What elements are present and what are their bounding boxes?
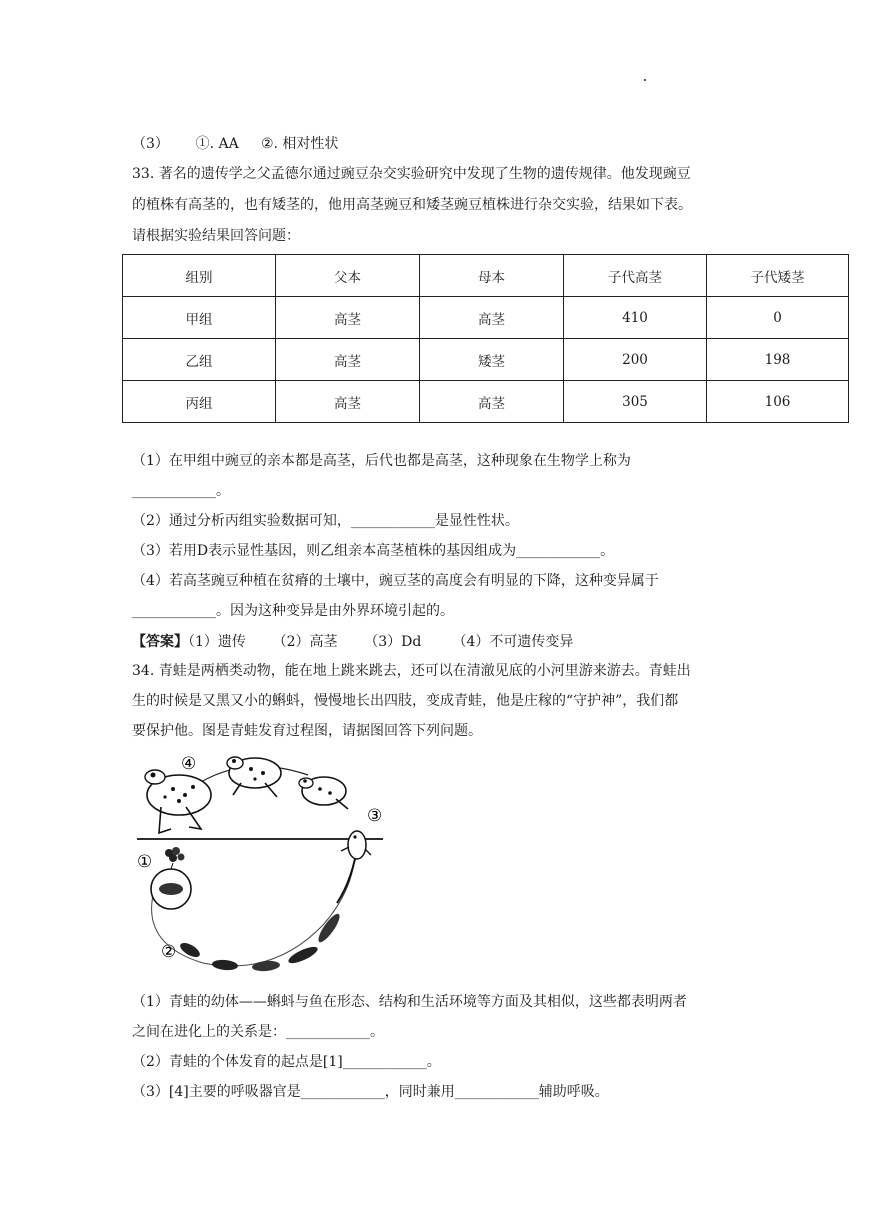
- table-cell: 高茎: [276, 297, 420, 339]
- q34-question-1: （1）青蛙的幼体——蝌蚪与鱼在形态、结构和生活环境等方面及其相似，这些都表明两者: [132, 994, 687, 1010]
- q34-question-2: （2）青蛙的个体发育的起点是[1]____________。: [132, 1054, 441, 1070]
- table-cell: 高茎: [276, 339, 420, 381]
- table-cell: 高茎: [276, 381, 420, 423]
- q33-question-4: （4）若高茎豌豆种植在贫瘠的土壤中，豌豆茎的高度会有明显的下降，这种变异属于: [132, 573, 659, 589]
- answer-text: （1）遗传 （2）高茎 （3）Dd （4）不可遗传变异: [188, 634, 574, 650]
- q34-stem-line-3: 要保护他。图是青蛙发育过程图，请据图回答下列问题。: [132, 723, 482, 739]
- figure-label-1: ①: [137, 852, 153, 872]
- table-cell: 甲组: [123, 297, 276, 339]
- table-cell: 乙组: [123, 339, 276, 381]
- frog-development-diagram: [133, 745, 393, 980]
- table-cell: 0: [707, 297, 849, 339]
- header-mother: 母本: [420, 255, 564, 297]
- q33-question-2: （2）通过分析丙组实验数据可知，____________是显性性状。: [132, 513, 519, 529]
- header-offspring-tall: 子代高茎: [564, 255, 707, 297]
- q33-stem-line-2: 的植株有高茎的，也有矮茎的，他用高茎豌豆和矮茎豌豆植株进行杂交实验，结果如下表。: [132, 197, 692, 213]
- q34-question-1-cont: 之间在进化上的关系是：____________。: [132, 1024, 384, 1040]
- table-cell: 200: [564, 339, 707, 381]
- frog-eggs-icon: [165, 847, 185, 862]
- q34-question-3: （3）[4]主要的呼吸器官是____________，同时兼用____________辅助呼吸。: [132, 1084, 609, 1100]
- table-cell: 丙组: [123, 381, 276, 423]
- adult-frog-icon: [145, 770, 211, 833]
- header-offspring-short: 子代矮茎: [707, 255, 849, 297]
- q33-question-1-blank: ____________。: [132, 483, 230, 499]
- header-father: 父本: [276, 255, 420, 297]
- q33-stem-line-3: 请根据实验结果回答问题：: [132, 228, 300, 244]
- froglet-with-tail-icon: [337, 831, 371, 903]
- q33-stem-line-1: 33. 著名的遗传学之父孟德尔通过豌豆杂交实验研究中发现了生物的遗传规律。他发现豌豆: [132, 166, 691, 182]
- q33-question-3: （3）若用D表示显性基因，则乙组亲本高茎植株的基因组成为____________。: [132, 543, 615, 559]
- q33-question-4-cont: ____________。因为这种变异是由外界环境引起的。: [132, 603, 454, 619]
- magnified-egg-icon: [151, 863, 191, 909]
- header-group: 组别: [123, 255, 276, 297]
- table-cell: 高茎: [420, 297, 564, 339]
- pea-cross-table: [122, 254, 849, 423]
- frog-cycle-svg: [133, 745, 393, 980]
- table-header-row: [123, 255, 849, 297]
- table-row: [123, 297, 849, 339]
- q34-stem-line-1: 34. 青蛙是两栖类动物，能在地上跳来跳去，还可以在清澈见底的小河里游来游去。青蛙出: [132, 663, 691, 679]
- table-cell: 矮茎: [420, 339, 564, 381]
- table-row: [123, 339, 849, 381]
- table-cell: 198: [707, 339, 849, 381]
- figure-label-3: ③: [367, 806, 383, 826]
- table-cell: 高茎: [420, 381, 564, 423]
- q32-answer: （3） ①. AA ②. 相对性状: [132, 136, 339, 152]
- table-row: [123, 381, 849, 423]
- table-cell: 305: [564, 381, 707, 423]
- table-cell: 410: [564, 297, 707, 339]
- figure-label-4: ④: [181, 754, 197, 774]
- table-cell: 106: [707, 381, 849, 423]
- speck-mark: [644, 79, 646, 81]
- figure-label-2: ②: [161, 942, 177, 962]
- answer-label: 【答案】: [132, 634, 188, 650]
- q34-stem-line-2: 生的时候是又黑又小的蝌蚪，慢慢地长出四肢，变成青蛙，他是庄稼的“守护神”，我们都: [132, 693, 679, 709]
- jumping-frog-icon: [227, 757, 281, 797]
- q33-answer: [132, 632, 573, 652]
- young-frog-icon: [299, 777, 348, 809]
- q33-question-1: （1）在甲组中豌豆的亲本都是高茎，后代也都是高茎，这种现象在生物学上称为: [132, 453, 631, 469]
